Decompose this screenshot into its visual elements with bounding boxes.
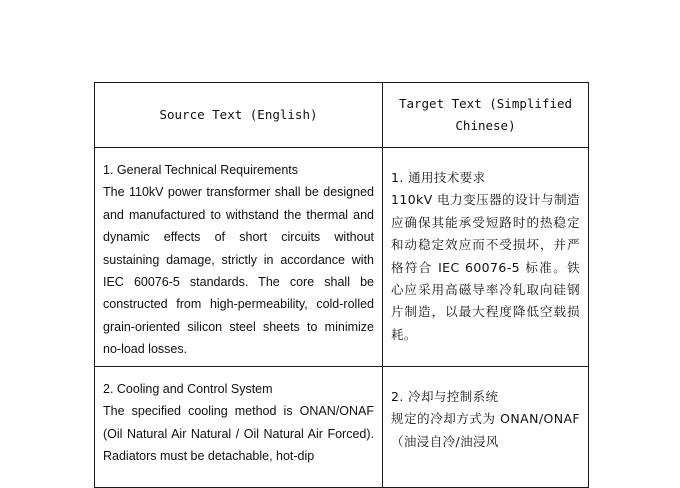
source-header-cell — [95, 83, 383, 148]
source-section-title: 1. General Technical Requirements — [103, 163, 299, 177]
target-section-title: 2. 冷却与控制系统 — [391, 389, 499, 404]
table-header-row — [95, 83, 589, 148]
target-section-title: 1. 通用技术要求 — [391, 170, 486, 185]
source-header-label: Source Text (English) — [159, 107, 318, 122]
target-section-body: 110kV 电力变压器的设计与制造应确保其能承受短路时的热稳定和动稳定效应而不受损坏，并严格符合 IEC 60076-5 标准。铁心应采用高磁导率冷轧取向硅钢片制造，以最大程度降低空载损耗。 — [391, 192, 580, 342]
target-header-label-line2: Chinese) — [455, 118, 516, 133]
source-section-body: The specified cooling method is ONAN/ONAF (Oil Natural Air Natural / Oil Natural Air Forced). Radiators must be detachable, hot-dip — [103, 404, 374, 464]
target-cell — [383, 367, 589, 488]
source-section-title: 2. Cooling and Control System — [103, 382, 273, 396]
source-cell — [95, 367, 383, 488]
target-header-label-line1: Target Text (Simplified — [398, 96, 573, 111]
table-row — [95, 367, 589, 488]
source-cell — [95, 148, 383, 367]
source-section-body: The 110kV power transformer shall be designed and manufactured to withstand the thermal and dynamic effects of short circuits without sustaining damage, strictly in accordance with IEC 60076-5 standards. The core shall be constructed from high-permeability, cold-rolled grain-oriented silicon steel sheets to minimize no-load losses. — [103, 185, 374, 357]
target-cell — [383, 148, 589, 367]
table-row — [95, 148, 589, 367]
target-section-body: 规定的冷却方式为 ONAN/ONAF（油浸自冷/油浸风 — [391, 411, 580, 449]
translation-table — [94, 82, 589, 488]
target-header-cell — [383, 83, 589, 148]
